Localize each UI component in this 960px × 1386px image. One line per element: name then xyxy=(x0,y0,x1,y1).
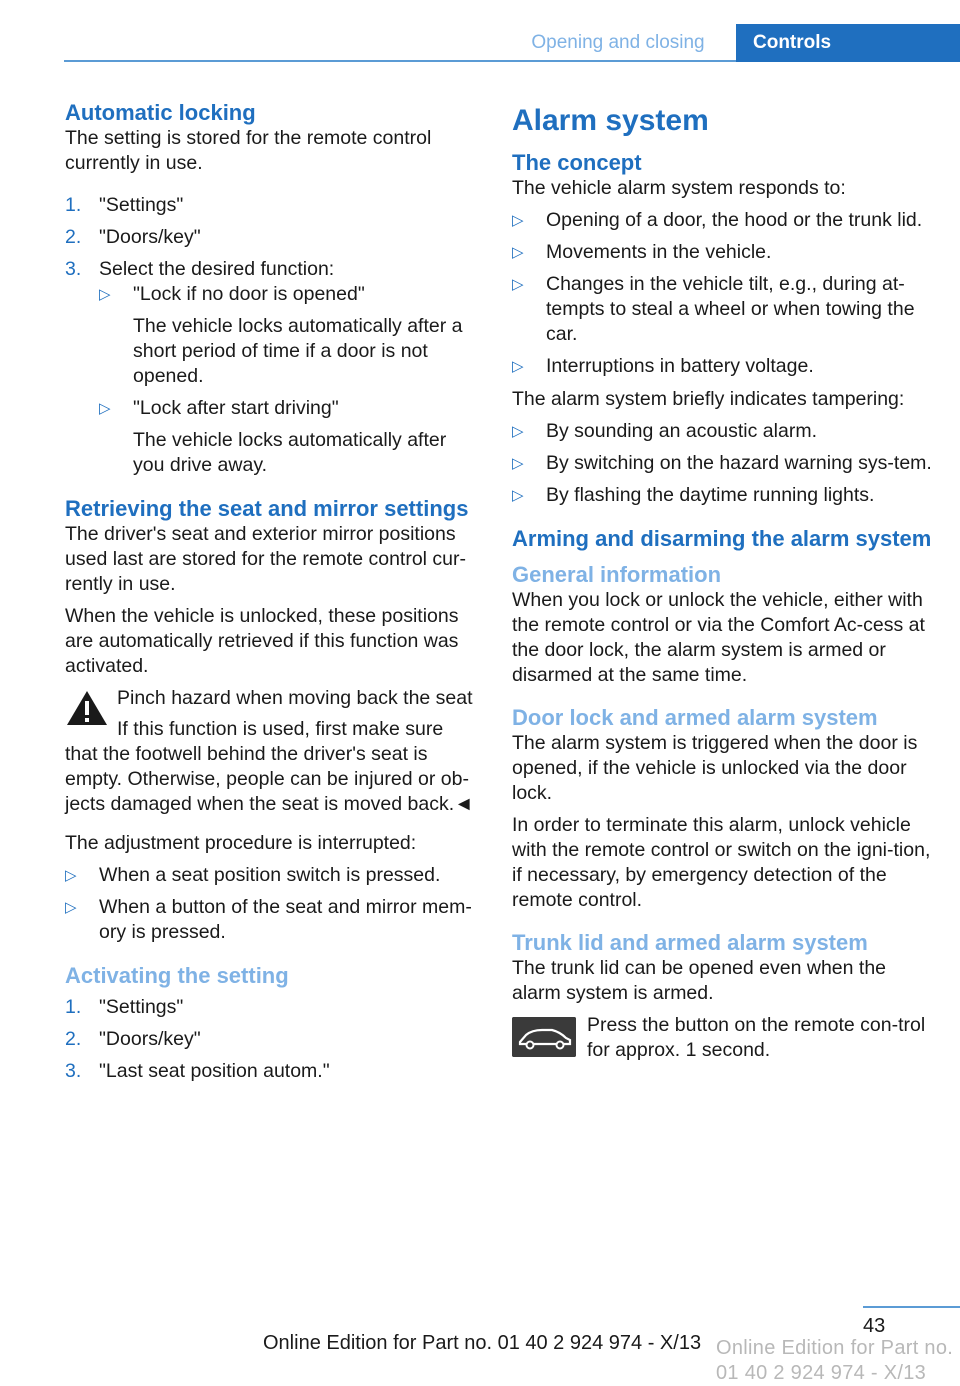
triangle-bullet-icon: ▷ xyxy=(512,358,524,375)
heading-automatic-locking: Automatic locking xyxy=(65,100,256,125)
triangle-bullet-icon: ▷ xyxy=(512,244,524,261)
triangle-bullet-icon: ▷ xyxy=(512,487,524,504)
header-section-label: Opening and closing xyxy=(531,32,705,53)
retrieving-p1: The driver's seat and exterior mirror positions used last are stored for the remote control cur‐rently in use. xyxy=(65,523,467,595)
list-item: 2. "Doors/key" xyxy=(65,226,201,248)
trunk-p1: The trunk lid can be opened even when the alarm system is armed. xyxy=(512,957,887,1004)
concept-list xyxy=(512,208,932,379)
auto-locking-options xyxy=(99,282,481,478)
general-text: When you lock or unlock the vehicle, either with the remote control or via the Comfort Ac‐cess at the door lock, the alarm system is armed or disarmed at the same time. xyxy=(512,589,925,686)
auto-locking-intro: The setting is stored for the remote control currently in use. xyxy=(65,127,432,174)
header-tab: Controls xyxy=(736,24,960,62)
warning-triangle-icon xyxy=(65,688,109,728)
footer-rule xyxy=(863,1306,960,1308)
list-item: ▷ Interruptions in battery voltage. xyxy=(512,355,814,377)
watermark: Online Edition for Part no. 01 40 2 924 974 - X/13 xyxy=(716,1337,954,1384)
page-number: 43 xyxy=(863,1315,886,1337)
heading-door-lock: Door lock and armed alarm system xyxy=(512,705,878,730)
door-p1: The alarm system is triggered when the door is opened, if the vehicle is unlocked via the door lock. xyxy=(512,732,918,804)
concept-intro: The vehicle alarm system responds to: xyxy=(512,177,846,199)
right-column xyxy=(512,100,932,1070)
warning-title: Pinch hazard when moving back the seat xyxy=(117,687,473,709)
triangle-bullet-icon: ▷ xyxy=(512,455,524,472)
retrieving-p2: When the vehicle is unlocked, these positions are automatically retrieved if this function was activated. xyxy=(65,605,459,677)
warning-body: If this function is used, first make sure that the footwell behind the driver's seat is empty. Otherwise, people can be injured or ob‐jects damaged when the seat is moved back.◄ xyxy=(65,718,474,815)
list-item: ▷ By switching on the hazard warning sys‐tem. xyxy=(512,452,932,474)
triangle-bullet-icon: ▷ xyxy=(512,212,524,229)
list-item: ▷ When a seat position switch is pressed. xyxy=(65,864,441,886)
footer-edition: Online Edition for Part no. 01 40 2 924 974 - X/13 xyxy=(263,1332,702,1354)
tamper-text: The alarm system briefly indicates tampering: xyxy=(512,388,905,410)
interrupted-list xyxy=(65,863,481,945)
activating-steps xyxy=(65,995,481,1084)
list-item: 3. Select the desired function: ▷ "Lock if no door is opened" The vehicle locks automatically after a short period of time if a door is not opened. ▷ "Lock after start driving" The vehicle locks automatically after you drive away. xyxy=(65,257,481,478)
interrupted-text: The adjustment procedure is interrupted: xyxy=(65,832,417,854)
list-item: 2. "Doors/key" xyxy=(65,1028,201,1050)
triangle-bullet-icon: ▷ xyxy=(512,423,524,440)
heading-concept: The concept xyxy=(512,150,642,175)
list-item: 1. "Settings" xyxy=(65,996,184,1018)
heading-activating-setting: Activating the setting xyxy=(65,963,289,988)
list-item: ▷ When a button of the seat and mirror mem‐ory is pressed. xyxy=(65,896,472,943)
list-item: 1. "Settings" xyxy=(65,194,184,216)
triangle-bullet-icon: ▷ xyxy=(99,400,111,417)
list-item: ▷ "Lock if no door is opened" The vehicle locks automatically after a short period of time if a door is not opened. xyxy=(99,283,463,387)
triangle-bullet-icon: ▷ xyxy=(99,286,111,303)
list-item: ▷ By sounding an acoustic alarm. xyxy=(512,420,817,442)
heading-trunk-lid: Trunk lid and armed alarm system xyxy=(512,930,868,955)
list-item: ▷ Movements in the vehicle. xyxy=(512,241,772,263)
warning-box xyxy=(65,686,481,817)
tamper-list xyxy=(512,419,932,508)
heading-general-information: General information xyxy=(512,562,722,587)
door-p2: In order to terminate this alarm, unlock vehicle with the remote control or switch on the igni‐tion, if necessary, by emergency detection of the remote control. xyxy=(512,814,931,911)
list-item: ▷ "Lock after start driving" The vehicle locks automatically after you drive away. xyxy=(99,397,447,476)
list-item: ▷ By flashing the daytime running lights. xyxy=(512,484,875,506)
page-title: Alarm system xyxy=(512,104,709,137)
auto-locking-steps xyxy=(65,193,481,478)
list-item: ▷ Opening of a door, the hood or the trunk lid. xyxy=(512,209,923,231)
heading-arming: Arming and disarming the alarm system xyxy=(512,526,932,551)
list-item: 3. "Last seat position autom." xyxy=(65,1060,330,1082)
car-trunk-button-icon xyxy=(512,1017,576,1057)
triangle-bullet-icon: ▷ xyxy=(512,276,524,293)
remote-instruction xyxy=(512,1013,932,1063)
heading-retrieving-settings: Retrieving the seat and mirror settings xyxy=(65,496,469,521)
triangle-bullet-icon: ▷ xyxy=(65,899,77,916)
list-item: ▷ Changes in the vehicle tilt, e.g., during at‐tempts to steal a wheel or when towing the car. xyxy=(512,273,915,345)
trunk-p2: Press the button on the remote con‐trol for approx. 1 second. xyxy=(587,1014,926,1061)
left-column xyxy=(65,100,481,1092)
triangle-bullet-icon: ▷ xyxy=(65,867,77,884)
